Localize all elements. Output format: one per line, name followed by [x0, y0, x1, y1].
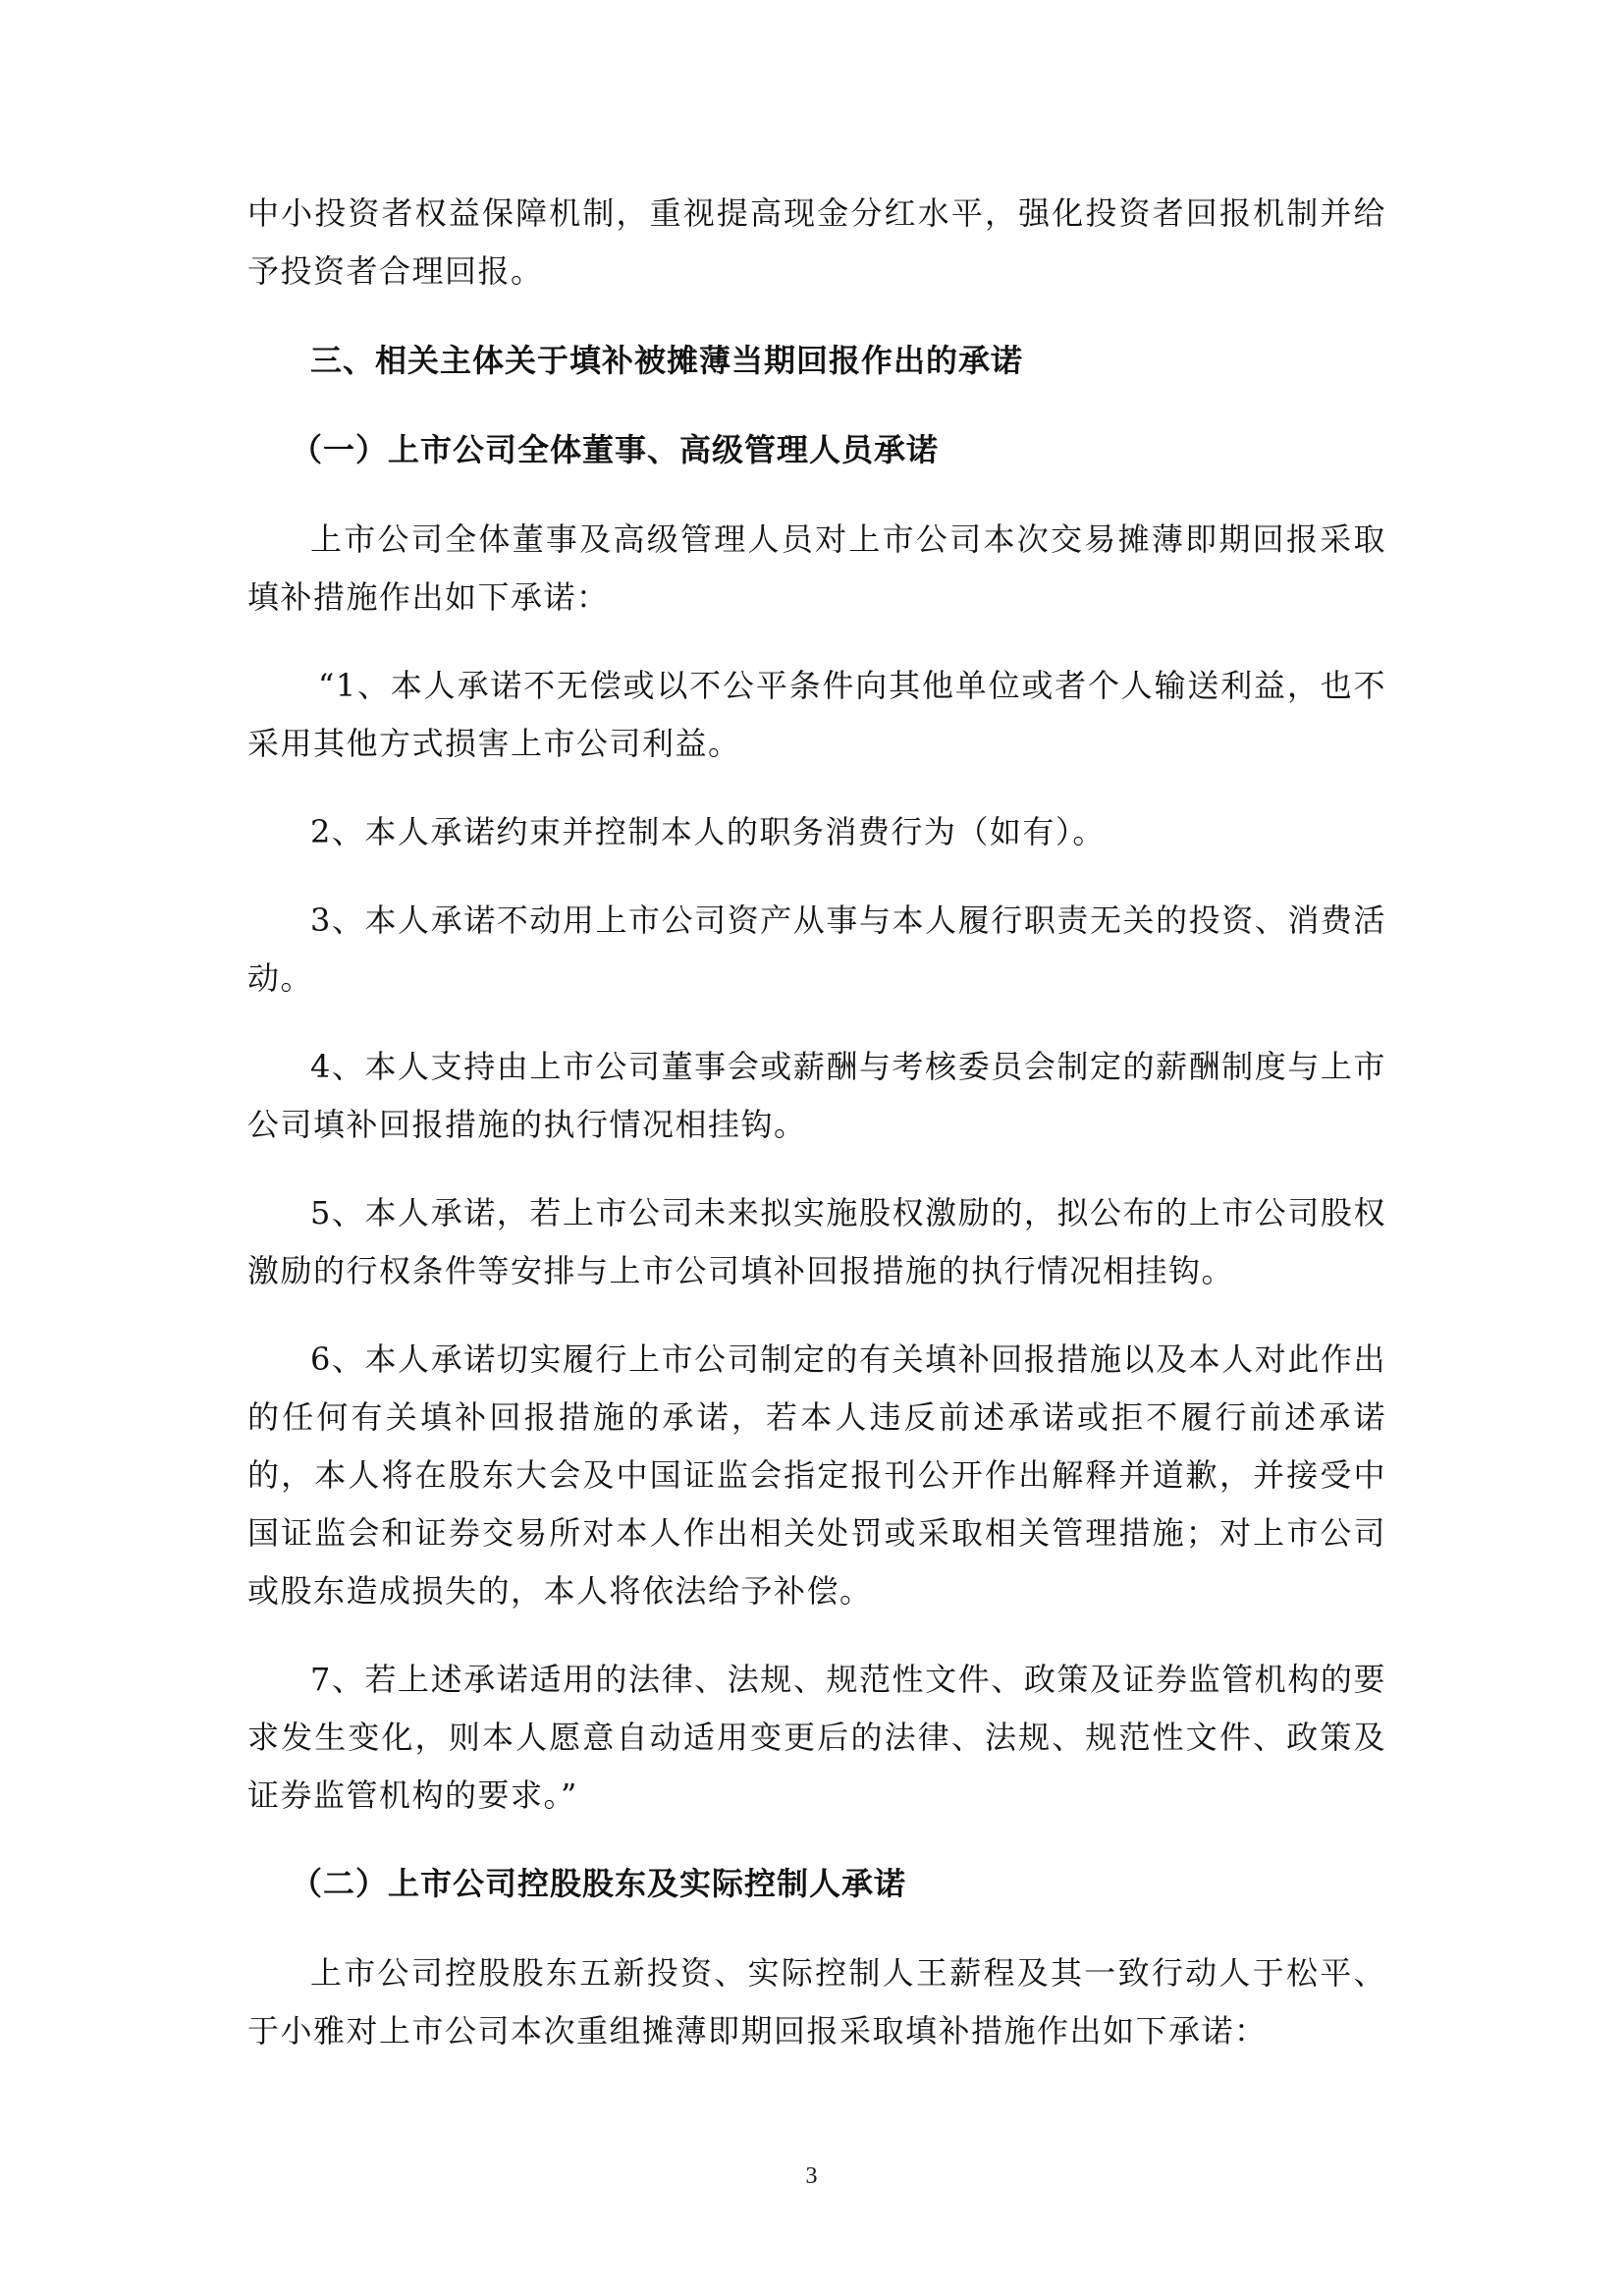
page-number: 3: [805, 2163, 818, 2189]
commitment-item-4: 4、本人支持由上市公司董事会或薪酬与考核委员会制定的薪酬制度与上市公司填补回报措施的执行情况相挂钩。: [247, 1048, 1386, 1143]
subsection-1-intro: 上市公司全体董事及高级管理人员对上市公司本次交易摊薄即期回报采取填补措施作出如下承诺：: [247, 520, 1386, 616]
subsection-heading-1: （一）上市公司全体董事、高级管理人员承诺: [291, 431, 940, 468]
commitment-item-6: 6、本人承诺切实履行上市公司制定的有关填补回报措施以及本人对此作出的任何有关填补回报措施的承诺，若本人违反前述承诺或拒不履行前述承诺的，本人将在股东大会及中国证监会指定报刊公开作出解释并道歉，并接受中国证监会和证券交易所对本人作出相关处罚或采取相关管理措施；对上市公司或股东造成损失的，本人将依法给予补偿。: [247, 1340, 1386, 1610]
section-heading: 三、相关主体关于填补被摊薄当期回报作出的承诺: [310, 342, 1024, 379]
subsection-2-intro: 上市公司控股股东五新投资、实际控制人王薪程及其一致行动人于松平、于小雅对上市公司本次重组摊薄即期回报采取填补措施作出如下承诺：: [247, 1954, 1386, 2050]
subsection-heading-2: （二）上市公司控股股东及实际控制人承诺: [291, 1865, 907, 1902]
commitment-item-3: 3、本人承诺不动用上市公司资产从事与本人履行职责无关的投资、消费活动。: [247, 902, 1386, 997]
commitment-item-1: “1、本人承诺不无偿或以不公平条件向其他单位或者个人输送利益，也不采用其他方式损害上市公司利益。: [247, 667, 1386, 762]
paragraph-continuation: 中小投资者权益保障机制，重视提高现金分红水平，强化投资者回报机制并给予投资者合理回报。: [247, 194, 1386, 290]
document-body: [247, 185, 1386, 2060]
commitment-item-7: 7、若上述承诺适用的法律、法规、规范性文件、政策及证券监管机构的要求发生变化，则本人愿意自动适用变更后的法律、法规、规范性文件、政策及证券监管机构的要求。”: [247, 1661, 1386, 1814]
commitment-item-2: 2、本人承诺约束并控制本人的职务消费行为（如有）。: [310, 813, 1106, 850]
commitment-item-5: 5、本人承诺，若上市公司未来拟实施股权激励的，拟公布的上市公司股权激励的行权条件等安排与上市公司填补回报措施的执行情况相挂钩。: [247, 1194, 1386, 1289]
